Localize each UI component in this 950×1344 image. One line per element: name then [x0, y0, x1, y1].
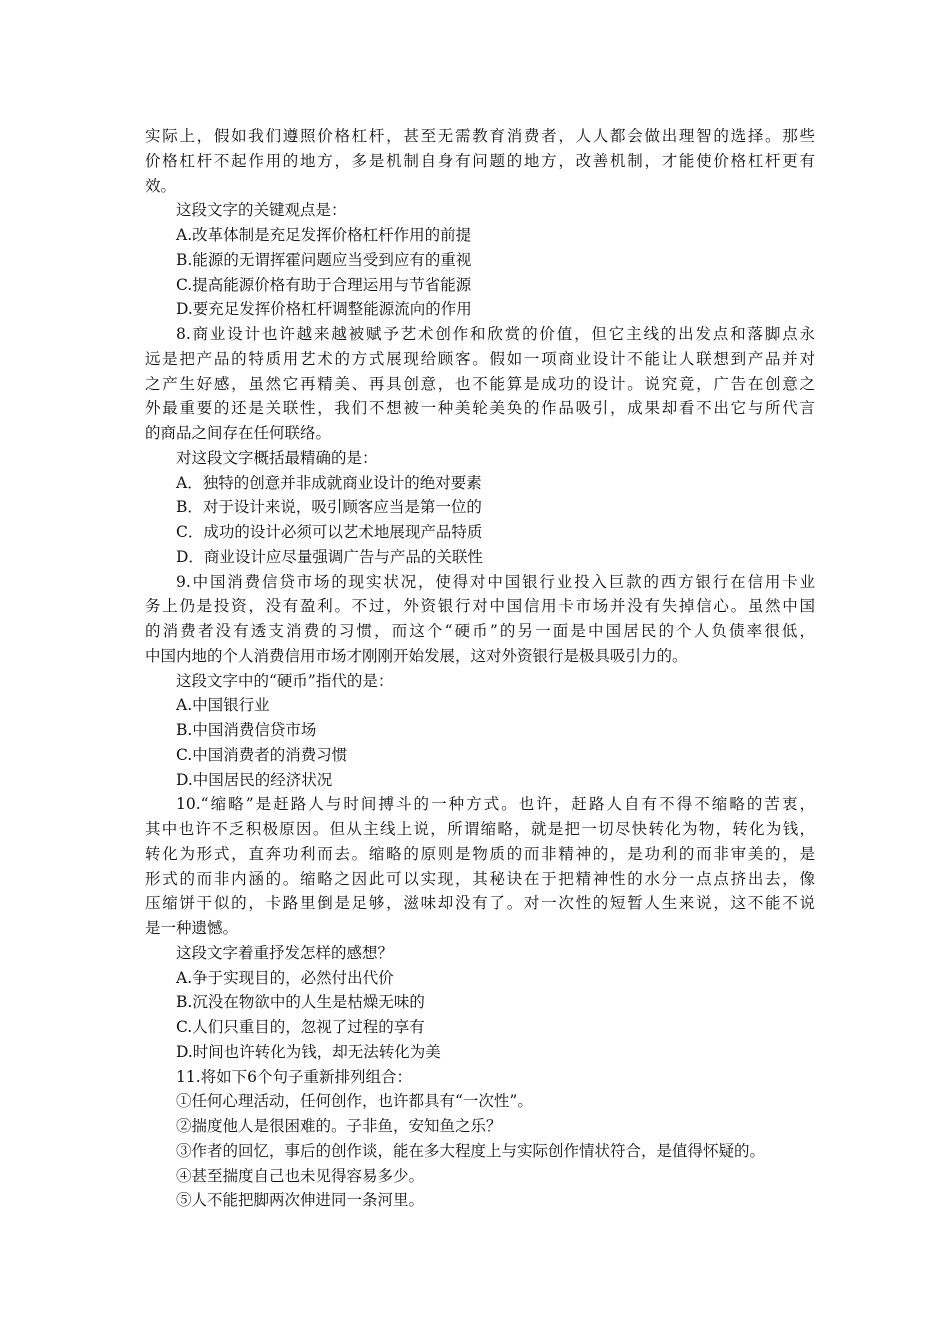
text-line: B.能源的无谓挥霍问题应当受到应有的重视 — [176, 250, 472, 269]
text-line: 中国内地的个人消费信用市场才刚刚开始发展，这对外资银行是极具吸引力的。 — [145, 646, 688, 665]
text-line: 的消费者没有透支消费的习惯，而这个“硬币”的另一面是中国居民的个人负债率很低， — [145, 622, 815, 640]
text-line: ②揣度他人是很困难的。子非鱼，安知鱼之乐？ — [176, 1117, 502, 1135]
text-line: A．独特的创意并非成就商业设计的绝对要素 — [176, 473, 482, 492]
text-line: D.要充足发挥价格杠杆调整能源流向的作用 — [176, 300, 472, 319]
text-line: C.提高能源价格有助于合理运用与节省能源 — [176, 275, 472, 294]
text-line: 形式的而非内涵的。缩略之因此可以实现，其秘诀在于把精神性的水分一点点挤出去，像 — [145, 869, 815, 888]
text-line: C．成功的设计必须可以艺术地展现产品特质 — [176, 523, 483, 541]
text-line: 其中也许不乏积极原因。但从主线上说，所谓缩略，就是把一切尽快转化为物，转化为钱， — [145, 820, 815, 838]
text-line: B.中国消费信贷市场 — [176, 721, 317, 739]
text-line: 这段文字中的“硬币”指代的是： — [176, 671, 394, 690]
text-line: D．商业设计应尽量强调广告与产品的关联性 — [176, 547, 483, 566]
text-line: ④甚至揣度自己也未见得容易多少。 — [176, 1166, 425, 1185]
text-line: ①任何心理活动，任何创作，也许都具有“一次性”。 — [176, 1092, 533, 1111]
text-line: D.中国居民的经济状况 — [176, 770, 333, 789]
text-line: ⑤人不能把脚两次伸进同一条河里。 — [176, 1191, 425, 1210]
text-line: C.中国消费者的消费习惯 — [176, 745, 348, 764]
text-line: 的商品之间存在任何联络。 — [145, 424, 332, 442]
text-line: 务上仍是投资，没有盈利。不过，外资银行对中国信用卡市场并没有失掉信心。虽然中国 — [145, 597, 815, 616]
text-line: A.争于实现目的，必然付出代价 — [176, 968, 394, 987]
text-line: 8.商业设计也许越来越被赋予艺术创作和欣赏的价值，但它主线的出发点和落脚点永 — [176, 325, 815, 343]
text-line: 对这段文字概括最精确的是： — [176, 448, 378, 467]
text-line: 远是把产品的特质用艺术的方式展现给顾客。假如一项商业设计不能让人联想到产品并对 — [145, 349, 815, 368]
text-line: B．对于设计来说，吸引顾客应当是第一位的 — [176, 498, 482, 517]
text-line: 实际上，假如我们遵照价格杠杆，甚至无需教育消费者，人人都会做出理智的选择。那些 — [145, 127, 815, 145]
text-line: ③作者的回忆，事后的创作谈，能在多大程度上与实际创作情状符合，是值得怀疑的。 — [176, 1141, 766, 1160]
text-line: 压缩饼干似的，卡路里倒是足够，滋味却没有了。对一次性的短暂人生来说，这不能不说 — [145, 894, 815, 913]
document-page — [145, 124, 815, 1213]
text-line: A.改革体制是充足发挥价格杠杆作用的前提 — [176, 226, 472, 244]
text-line: 这段文字的关键观点是： — [176, 201, 347, 220]
text-line: 这段文字着重抒发怎样的感想？ — [176, 943, 394, 962]
text-line: B.沉没在物欲中的人生是枯燥无味的 — [176, 993, 425, 1012]
text-line: C.人们只重目的，忽视了过程的享有 — [176, 1018, 425, 1036]
text-line: 效。 — [145, 176, 177, 195]
text-line: 转化为形式，直奔功利而去。缩略的原则是物质的而非精神的，是功利的而非审美的，是 — [145, 844, 815, 863]
document-body — [145, 124, 815, 1213]
text-line: 价格杠杆不起作用的地方，多是机制自身有问题的地方，改善机制，才能使价格杠杆更有 — [145, 151, 815, 170]
text-line: 9.中国消费信贷市场的现实状况，使得对中国银行业投入巨款的西方银行在信用卡业 — [176, 572, 815, 591]
text-line: A.中国银行业 — [176, 696, 270, 715]
text-line: 10.“缩略”是赶路人与时间搏斗的一种方式。也许，赶路人自有不得不缩略的苦衷， — [176, 795, 815, 814]
text-line: 外最重要的还是关联性，我们不想被一种美轮美奂的作品吸引，成果却看不出它与所代言 — [145, 399, 815, 418]
text-line: 是一种遗憾。 — [145, 919, 239, 937]
text-line: 之产生好感，虽然它再精美、再具创意，也不能算是成功的设计。说究竟，广告在创意之 — [145, 374, 815, 393]
text-line: 11.将如下6个句子重新排列组合： — [176, 1067, 413, 1086]
text-line: D.时间也许转化为钱，却无法转化为美 — [176, 1042, 441, 1061]
